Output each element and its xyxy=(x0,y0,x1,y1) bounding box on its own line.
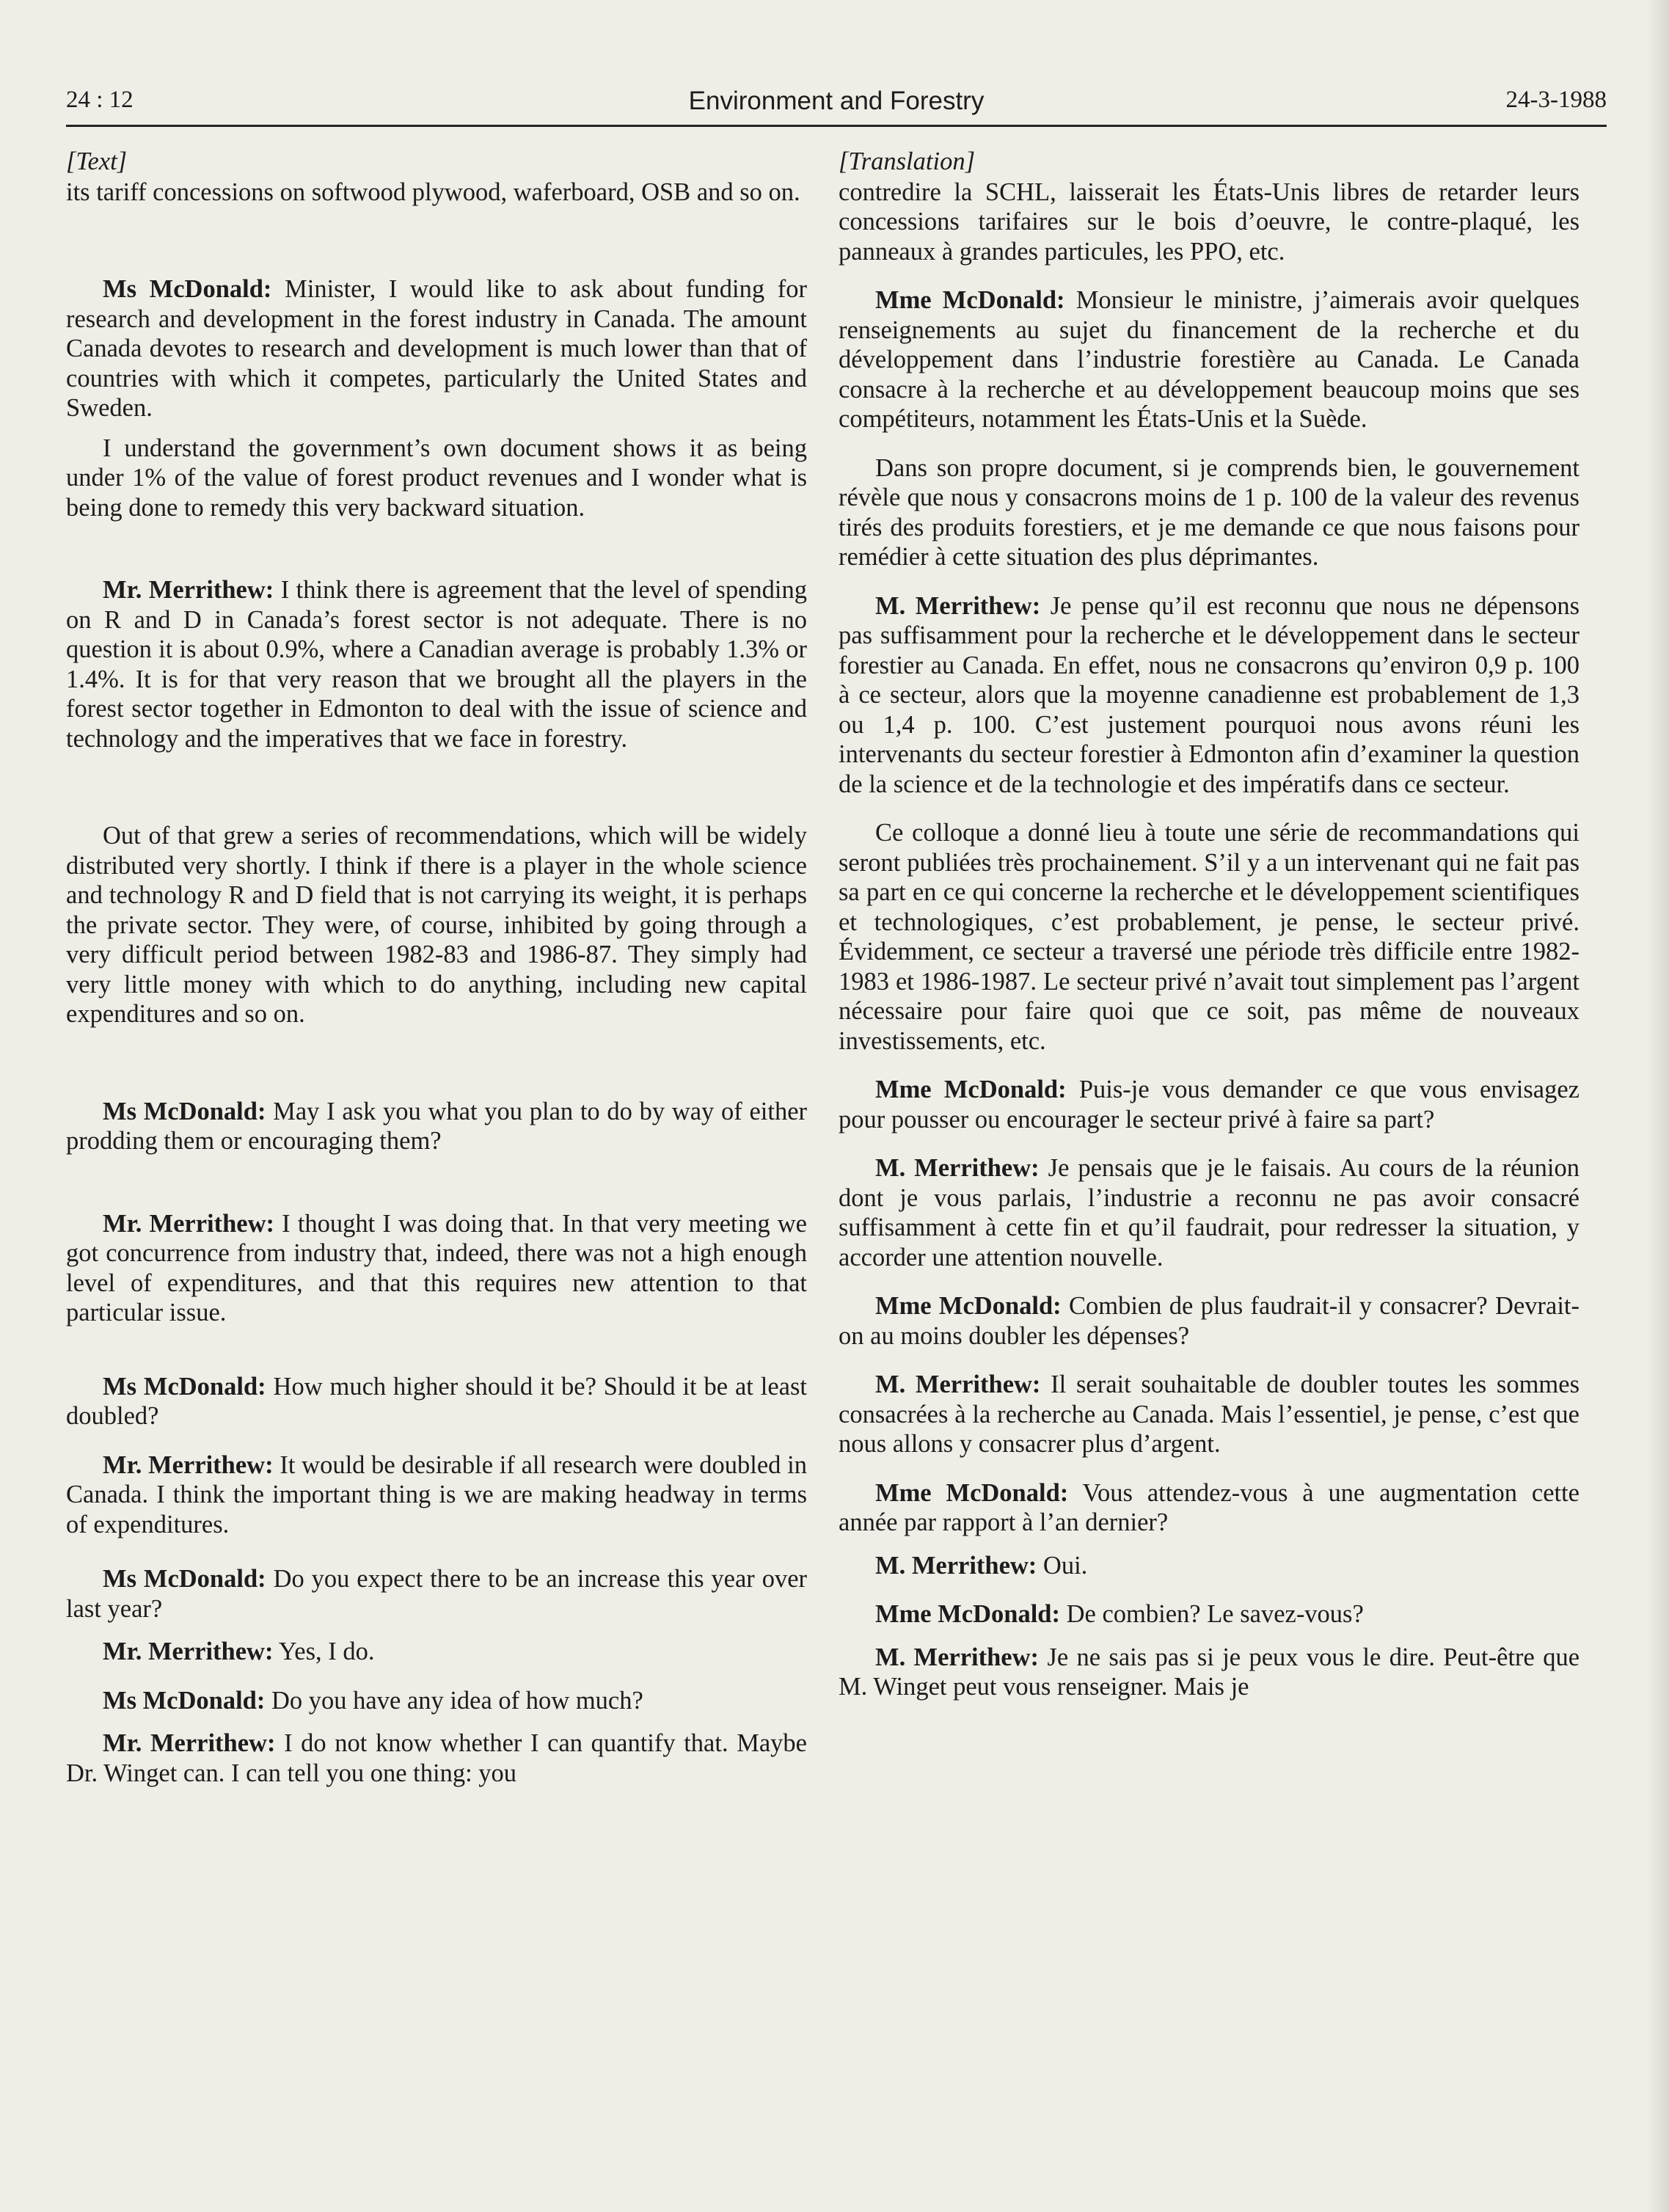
paragraph: its tariff concessions on softwood plywood, waferboard, OSB and so on. xyxy=(66,178,800,206)
speaker-paragraph: M. Merrithew: Oui. xyxy=(875,1551,1088,1580)
speaker-name: M. Merrithew: xyxy=(875,1370,1041,1398)
speaker-name: Mme McDonald: xyxy=(875,1478,1069,1507)
paragraph: I understand the government’s own document shows it as being under 1% of the value of forest product revenues and I wonder what is being done to remedy this very backward situation. xyxy=(66,434,807,522)
speaker-paragraph: Ms McDonald: May I ask you what you plan to do by way of either prodding them or encouraging them? xyxy=(66,1097,808,1155)
page-number: 24 : 12 xyxy=(66,87,134,113)
speaker-name: Ms McDonald: xyxy=(103,1097,266,1125)
speaker-name: Mr. Merrithew: xyxy=(103,1450,274,1479)
speaker-paragraph: Ms McDonald: Do you expect there to be an increase this year over last year? xyxy=(66,1565,807,1623)
speaker-name: Ms McDonald: xyxy=(103,275,272,303)
text-label: [Text] xyxy=(66,147,128,175)
speaker-name: Ms McDonald: xyxy=(103,1565,266,1593)
speaker-name: M. Merrithew: xyxy=(875,1643,1040,1671)
speaker-name: M. Merrithew: xyxy=(875,591,1041,620)
header-date: 24-3-1988 xyxy=(1505,87,1607,113)
speaker-paragraph: Mme McDonald: Vous attendez-vous à une augmentation cette année par rapport à l’an dernier? xyxy=(839,1478,1579,1536)
speaker-paragraph: Ms McDonald: Minister, I would like to ask about funding for research and development in the forest industry in Canada. The amount Canada devotes to research and development is much lower than that of countries with which it competes, particularly the United States and Sweden. xyxy=(66,275,807,422)
french-column xyxy=(839,147,1579,1702)
speaker-name: M. Merrithew: xyxy=(875,1551,1037,1580)
speaker-paragraph: Mme McDonald: De combien? Le savez-vous? xyxy=(875,1600,1364,1628)
speaker-name: Mme McDonald: xyxy=(875,286,1065,314)
speaker-paragraph: Mme McDonald: Monsieur le ministre, j’aimerais avoir quelques renseignements au sujet du financement de la recherche et du développement dans l’industrie forestière au Canada. Le Canada consacre à la recherche et au développement beaucoup moins que ses compétiteurs, notamment les États-Unis et la Suède. xyxy=(839,286,1579,433)
speaker-name: Ms McDonald: xyxy=(103,1372,266,1401)
speaker-paragraph: Mr. Merrithew: It would be desirable if all research were doubled in Canada. I think the important thing is we are making headway in terms of expenditures. xyxy=(66,1450,808,1538)
speaker-name: Mr. Merrithew: xyxy=(103,576,274,604)
paragraph: Ce colloque a donné lieu à toute une série de recommandations qui seront publiées très prochainement. S’il y a un intervenant qui ne fait pas sa part en ce qui concerne la recherche et le développement scientifiques et technologiques, c’est probablement, je pense, le secteur privé. Évidemment, ce secteur a traversé une période très difficile entre 1982-1983 et 1986-1987. Le secteur privé n’avait tout simplement pas l’argent nécessaire pour faire quoi que ce soit, pas même de nouveaux investissements, etc. xyxy=(839,819,1579,1055)
speaker-paragraph: Ms McDonald: How much higher should it be? Should it be at least doubled? xyxy=(66,1372,808,1430)
speaker-paragraph: Mr. Merrithew: Yes, I do. xyxy=(103,1638,375,1665)
speaker-name: Mme McDonald: xyxy=(875,1600,1060,1628)
page-title: Environment and Forestry xyxy=(688,87,985,115)
speaker-paragraph: Mr. Merrithew: I thought I was doing that. In that very meeting we got concurrence from industry that, indeed, there was not a high enough level of expenditures, and that this requires new attention to that particular issue. xyxy=(66,1209,807,1326)
speaker-name: Mme McDonald: xyxy=(875,1292,1062,1320)
english-column xyxy=(66,147,807,1788)
speaker-paragraph: Mr. Merrithew: I do not know whether I can quantify that. Maybe Dr. Winget can. I can tell you one thing: you xyxy=(66,1729,807,1787)
speaker-name: Mr. Merrithew: xyxy=(103,1209,274,1238)
speaker-paragraph: M. Merrithew: Il serait souhaitable de doubler toutes les sommes consacrées à la recherche au Canada. Mais l’essentiel, je pense, c’est que nous allons y consacrer plus d’argent. xyxy=(839,1370,1579,1458)
speaker-name: Mr. Merrithew: xyxy=(103,1638,274,1665)
speaker-paragraph: Mme McDonald: Combien de plus faudrait-il y consacrer? Devrait-on au moins doubler les dépenses? xyxy=(839,1292,1579,1350)
paragraph: Dans son propre document, si je comprends bien, le gouvernement révèle que nous y consacrons moins de 1 p. 100 de la valeur des revenus tirés des produits forestiers, et je me demande ce que nous faisons pour remédier à cette situation des plus déprimantes. xyxy=(839,453,1579,571)
speaker-paragraph: M. Merrithew: Je pense qu’il est reconnu que nous ne dépensons pas suffisamment pour la recherche et le développement dans le secteur forestier au Canada. En effet, nous ne consacrons qu’environ 0,9 p. 100 à ce secteur, alors que la moyenne canadienne est probablement de 1,3 ou 1,4 p. 100. C’est justement pourquoi nous avons réuni les intervenants du secteur forestier à Edmonton afin d’examiner la question de la science et de la technologie et des impératifs dans ce secteur. xyxy=(839,591,1579,798)
speaker-name: Mme McDonald: xyxy=(875,1076,1067,1103)
speaker-name: Mr. Merrithew: xyxy=(103,1729,276,1757)
speaker-paragraph: Mr. Merrithew: I think there is agreement that the level of spending on R and D in Canada’s forest sector is not adequate. There is no question it is about 0.9%, where a Canadian average is probably 1.3% or 1.4%. It is for that very reason that we brought all the players in the forest sector together in Edmonton to deal with the issue of science and technology and the imperatives that we face in forestry. xyxy=(66,576,808,753)
speaker-paragraph: Mme McDonald: Puis-je vous demander ce que vous envisagez pour pousser ou encourager le secteur privé à faire sa part? xyxy=(839,1076,1579,1134)
translation-label: [Translation] xyxy=(839,147,975,175)
page-header xyxy=(66,87,1607,123)
speaker-paragraph: M. Merrithew: Je ne sais pas si je peux vous le dire. Peut-être que M. Winget peut vous renseigner. Mais je xyxy=(839,1643,1580,1701)
paragraph: Out of that grew a series of recommendations, which will be widely distributed very shortly. I think if there is a player in the whole science and technology R and D field that is not carrying its weight, it is perhaps the private sector. They were, of course, inhibited by going through a very difficult period between 1982-83 and 1986-87. They simply had very little money with which to do anything, including new capital expenditures and so on. xyxy=(66,822,807,1028)
page-edge-shadow xyxy=(1647,0,1669,2212)
paragraph: contredire la SCHL, laisserait les États-Unis libres de retarder leurs concessions tarifaires sur le bois d’oeuvre, le contre-plaqué, les panneaux à grandes particules, les PPO, etc. xyxy=(839,178,1579,266)
speaker-paragraph: Ms McDonald: Do you have any idea of how much? xyxy=(103,1686,643,1715)
speaker-paragraph: M. Merrithew: Je pensais que je le faisais. Au cours de la réunion dont je vous parlais, l’industrie a reconnu ne pas avoir consacré suffisamment à cette fin et qu’il faudrait, pour redresser la situation, y accorder une attention nouvelle. xyxy=(839,1154,1579,1271)
header-rule xyxy=(66,125,1607,127)
speaker-name: Ms McDonald: xyxy=(103,1686,266,1715)
speaker-name: M. Merrithew: xyxy=(875,1154,1040,1182)
